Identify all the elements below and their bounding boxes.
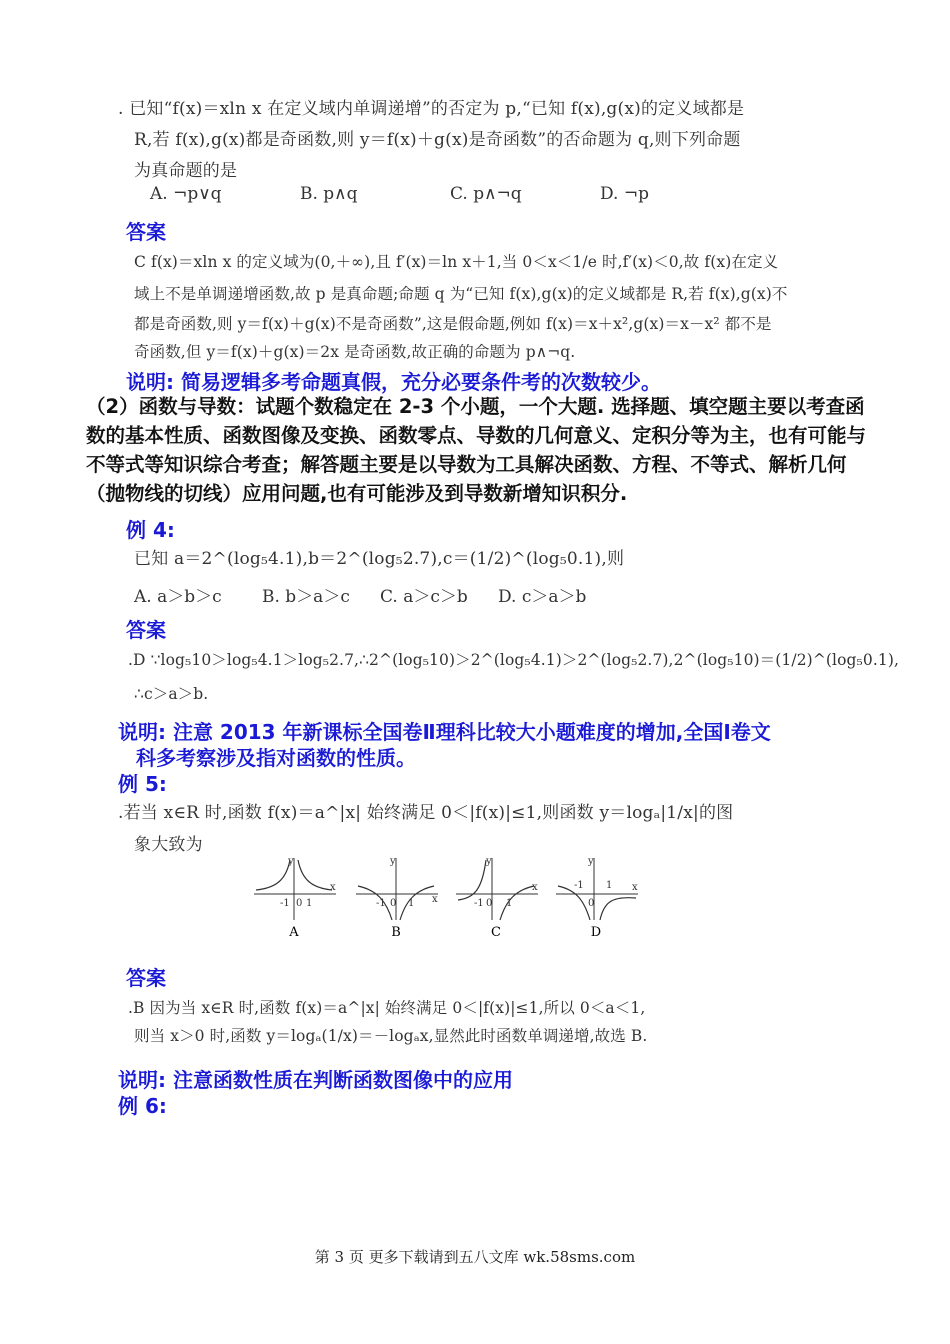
note-3: 说明: 注意函数性质在判断函数图像中的应用 xyxy=(118,1068,513,1092)
svg-text:x: x xyxy=(632,882,638,893)
q3-option-d: D. ¬p xyxy=(600,184,649,204)
ex4-option-d: D. c＞a＞b xyxy=(498,587,587,607)
ex4-option-b: B. b＞a＞c xyxy=(262,587,350,607)
svg-text:1: 1 xyxy=(306,898,313,909)
answer-4-line-2: ∴c＞a＞b. xyxy=(134,685,209,703)
svg-text:0: 0 xyxy=(486,898,493,909)
svg-text:x: x xyxy=(432,894,438,905)
svg-text:1: 1 xyxy=(408,898,415,909)
svg-text:0: 0 xyxy=(296,898,303,909)
example-4-title: 例 4: xyxy=(126,518,175,542)
svg-text:-1: -1 xyxy=(280,898,290,909)
graph-d-label: D xyxy=(590,925,602,940)
note-1: 说明: 简易逻辑多考命题真假，充分必要条件考的次数较少。 xyxy=(126,370,661,394)
graph-c-label: C xyxy=(491,925,501,940)
q3-line-2: R,若 f(x),g(x)都是奇函数,则 y＝f(x)＋g(x)是奇函数”的否命题为 q,则下列命题 xyxy=(134,130,741,150)
svg-text:y: y xyxy=(390,856,396,867)
note-2-line-2: 科多考察涉及指对函数的性质。 xyxy=(136,746,416,770)
graph-c xyxy=(452,856,542,946)
section-2-paragraph: （2）函数与导数：试题个数稳定在 2-3 个小题，一个大题. 选择题、填空题主要以考查函数的基本性质、函数图像及变换、函数零点、导数的几何意义、定积分等为主，也有可能与不等式等知识综合考查；解答题主要是以导数为工具解决函数、方程、不等式、解析几何（抛物线的切线）应用问题,也有可能涉及到导数新增知识积分. xyxy=(86,395,867,505)
answer-5-line-1: .B 因为当 x∈R 时,函数 f(x)＝a^|x| 始终满足 0＜|f(x)|≤1,所以 0＜a＜1, xyxy=(128,999,646,1017)
q3-line-1: . 已知“f(x)＝xln x 在定义域内单调递增”的否定为 p,“已知 f(x),g(x)的定义域都是 xyxy=(118,99,745,119)
example-5-question-line-2: 象大致为 xyxy=(134,835,203,855)
answer-3-line-3: 都是奇函数,则 y＝f(x)＋g(x)不是奇函数”,这是假命题,例如 f(x)＝x＋x²,g(x)＝x－x² 都不是 xyxy=(134,315,772,333)
answer-heading-2: 答案 xyxy=(126,618,166,642)
graph-d xyxy=(552,856,642,946)
answer-3-line-4: 奇函数,但 y＝f(x)＋g(x)＝2x 是奇函数,故正确的命题为 p∧¬q. xyxy=(134,343,576,361)
svg-text:0: 0 xyxy=(588,898,595,909)
svg-text:-1: -1 xyxy=(474,898,484,909)
graph-a xyxy=(250,856,340,946)
example-6-title: 例 6: xyxy=(118,1094,167,1118)
svg-text:x: x xyxy=(532,882,538,893)
answer-5-line-2: 则当 x＞0 时,函数 y＝logₐ(1/x)＝－logₐx,显然此时函数单调递增,故选 B. xyxy=(134,1027,648,1045)
graph-a-label: A xyxy=(289,925,299,940)
page-footer: 第 3 页 更多下载请到五八文库 wk.58sms.com xyxy=(314,1248,636,1266)
q3-line-3: 为真命题的是 xyxy=(134,161,238,181)
svg-text:-1: -1 xyxy=(376,898,386,909)
svg-text:y: y xyxy=(486,856,492,867)
q3-option-b: B. p∧q xyxy=(300,184,358,204)
note-2-line-1: 说明: 注意 2013 年新课标全国卷Ⅱ理科比较大小题难度的增加,全国Ⅰ卷文 xyxy=(118,720,771,744)
svg-text:y: y xyxy=(588,856,594,867)
answer-heading-3: 答案 xyxy=(126,966,166,990)
example-4-question: 已知 a＝2^(log₅4.1),b＝2^(log₅2.7),c＝(1/2)^(log₅0.1),则 xyxy=(134,549,625,569)
graph-b-label: B xyxy=(391,925,401,940)
answer-3-line-2: 域上不是单调递增函数,故 p 是真命题;命题 q 为“已知 f(x),g(x)的定义域都是 R,若 f(x),g(x)不 xyxy=(134,285,788,303)
ex4-option-c: C. a＞c＞b xyxy=(380,587,468,607)
ex4-option-a: A. a＞b＞c xyxy=(134,587,222,607)
svg-text:-1: -1 xyxy=(574,880,584,891)
q3-option-c: C. p∧¬q xyxy=(450,184,522,204)
svg-text:1: 1 xyxy=(506,898,513,909)
answer-3-line-1: C f(x)＝xln x 的定义域为(0,＋∞),且 f′(x)＝ln x＋1,当 0＜x＜1/e 时,f′(x)＜0,故 f(x)在定义 xyxy=(134,253,779,271)
example-5-title: 例 5: xyxy=(118,772,167,796)
example-5-question-line-1: .若当 x∈R 时,函数 f(x)＝a^|x| 始终满足 0＜|f(x)|≤1,则函数 y＝logₐ|1/x|的图 xyxy=(118,803,734,823)
svg-text:1: 1 xyxy=(606,880,613,891)
q3-option-a: A. ¬p∨q xyxy=(150,184,222,204)
svg-text:0: 0 xyxy=(390,898,397,909)
answer-heading-1: 答案 xyxy=(126,220,166,244)
svg-text:y: y xyxy=(288,856,294,867)
graph-b xyxy=(352,856,442,946)
answer-4-line-1: .D ∵log₅10＞log₅4.1＞log₅2.7,∴2^(log₅10)＞2^(log₅4.1)＞2^(log₅2.7),2^(log₅10)＝(1/2)^(log₅0.1), xyxy=(128,651,899,669)
svg-text:x: x xyxy=(330,882,336,893)
